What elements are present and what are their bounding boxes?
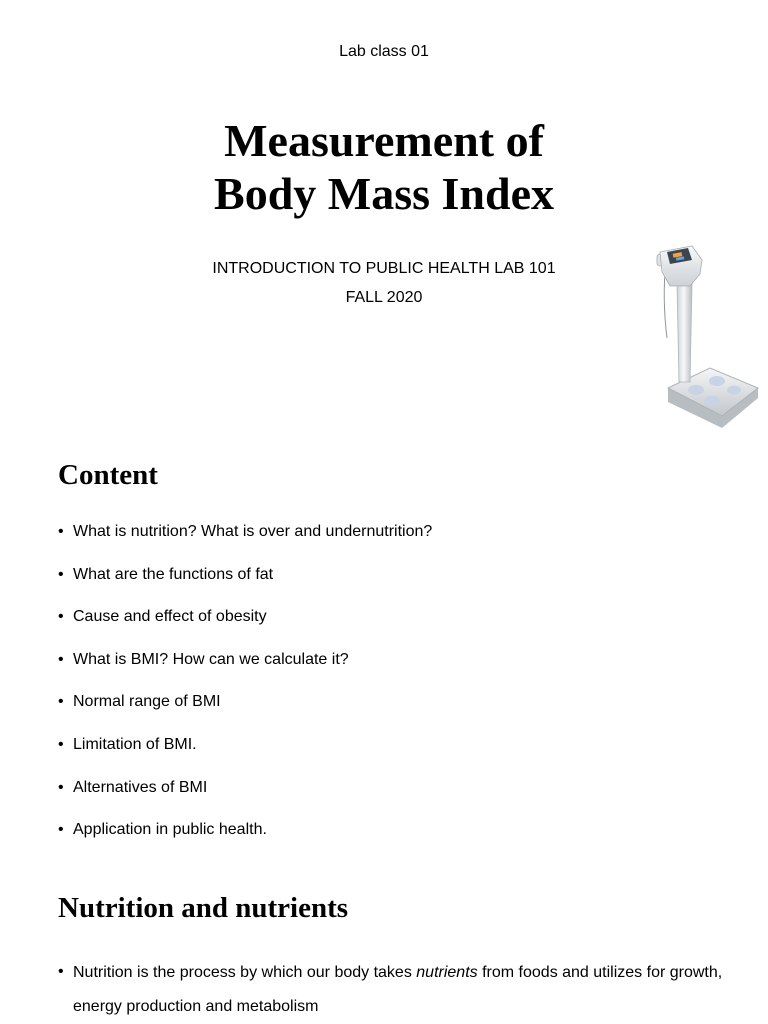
page-title-line-1: Measurement of (224, 115, 544, 166)
list-item: • What is nutrition? What is over and undernutrition? (58, 519, 728, 562)
nutrients-term: nutrients (416, 964, 478, 981)
lab-class-label: Lab class 01 (339, 43, 429, 60)
page-title-line-2: Body Mass Index (214, 168, 554, 219)
content-heading: Content (58, 459, 158, 491)
list-item: • Alternatives of BMI (58, 775, 728, 818)
page-title (0, 114, 768, 220)
nutrition-list (58, 956, 728, 1024)
list-item: • Limitation of BMI. (58, 732, 728, 775)
body-composition-scale-icon (640, 238, 762, 434)
course-term: FALL 2020 (345, 289, 423, 306)
list-item: • Normal range of BMI (58, 689, 728, 732)
list-item: • What are the functions of fat (58, 562, 728, 605)
nutrition-heading: Nutrition and nutrients (58, 892, 349, 924)
nutrition-definition-end: from foods and utilizes for growth, energy production and metabolism (73, 964, 723, 1015)
list-item: • Cause and effect of obesity (58, 604, 728, 647)
nutrition-definition-start: Nutrition is the process by which our body takes (73, 964, 417, 981)
list-item: • Application in public health. (58, 817, 728, 860)
course-name: INTRODUCTION TO PUBLIC HEALTH LAB 101 (212, 260, 556, 277)
list-item (58, 956, 728, 1024)
content-list (58, 519, 728, 860)
list-item: • What is BMI? How can we calculate it? (58, 647, 728, 690)
